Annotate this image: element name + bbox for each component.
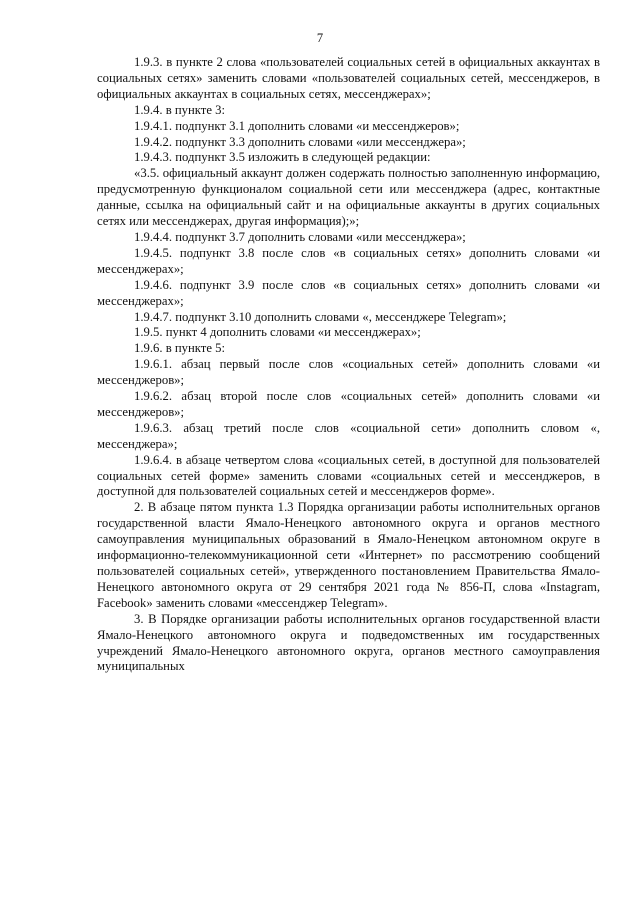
page-number: 7 xyxy=(316,31,324,45)
paragraph-1-9-6-3: 1.9.6.3. абзац третий после слов «социальной сети» дополнить словом «, мессенджера»; xyxy=(97,420,600,451)
paragraph-3: 3. В Порядке организации работы исполнительных органов государственной власти Ямало-Ненецкого автономного округа и подведомственных им государственных учреждений Ямало-Ненецкого автономного округа, органов местного самоуправления муниципальных xyxy=(97,611,600,674)
paragraph-1-9-4-2: 1.9.4.2. подпункт 3.3 дополнить словами «или мессенджера»; xyxy=(134,134,466,149)
paragraph-1-9-4-7: 1.9.4.7. подпункт 3.10 дополнить словами «, мессенджере Telegram»; xyxy=(134,309,507,324)
paragraph-1-9-4-5: 1.9.4.5. подпункт 3.8 после слов «в социальных сетях» дополнить словами «и мессенджерах»; xyxy=(97,245,600,276)
paragraph-1-9-4: 1.9.4. в пункте 3: xyxy=(134,102,226,117)
paragraph-1-9-3: 1.9.3. в пункте 2 слова «пользователей социальных сетей в официальных аккаунтах в социальных сетях» заменить словами «пользователей социальных сетей, мессенджеров, в официальных аккаунтах в социальных сетях, мессенджерах»; xyxy=(97,55,600,101)
paragraph-1-9-4-4: 1.9.4.4. подпункт 3.7 дополнить словами «или мессенджера»; xyxy=(134,229,466,244)
paragraph-1-9-5: 1.9.5. пункт 4 дополнить словами «и мессенджерах»; xyxy=(134,325,421,340)
paragraph-1-9-6-1: 1.9.6.1. абзац первый после слов «социальных сетей» дополнить словами «и мессенджеров»; xyxy=(97,357,600,388)
paragraph-1-9-6: 1.9.6. в пункте 5: xyxy=(134,341,226,356)
document-body xyxy=(97,55,600,675)
paragraph-1-9-4-3: 1.9.4.3. подпункт 3.5 изложить в следующей редакции: xyxy=(134,150,431,165)
paragraph-1-9-4-1: 1.9.4.1. подпункт 3.1 дополнить словами «и мессенджеров»; xyxy=(134,118,460,133)
paragraph-1-9-4-6: 1.9.4.6. подпункт 3.9 после слов «в социальных сетях» дополнить словами «и мессенджерах»; xyxy=(97,277,600,308)
paragraph-3-5-quote: «3.5. официальный аккаунт должен содержать полностью заполненную информацию, предусмотренную функционалом социальной сети или мессенджера (адрес, контактные данные, ссылка на официальный сайт и на официальные аккаунты в других социальных сетях или мессенджерах, другая информация);»; xyxy=(97,166,600,229)
paragraph-1-9-6-2: 1.9.6.2. абзац второй после слов «социальных сетей» дополнить словами «и мессенджеров»; xyxy=(97,389,600,419)
paragraph-1-9-6-4: 1.9.6.4. в абзаце четвертом слова «социальных сетей, в доступной для пользователей социальных сетей форме» заменить словами «социальных сетей и мессенджеров, в доступной для пользователей социальных сетей и мессенджеров форме». xyxy=(97,452,600,499)
paragraph-2: 2. В абзаце пятом пункта 1.3 Порядка организации работы исполнительных органов государственной власти Ямало-Ненецкого автономного округа и органов местного самоуправления муниципальных образований в Ямало-Ненецком автономном округе в информационно-телекоммуникационной сети «Интернет» по рассмотрению сообщений пользователей социальных сетей», утвержденного постановлением Правительства Ямало-Ненецкого автономного округа от 29 сентября 2021 года № 856-П, слова «Instagram, Facebook» заменить словами «мессенджер Telegram». xyxy=(97,500,600,610)
